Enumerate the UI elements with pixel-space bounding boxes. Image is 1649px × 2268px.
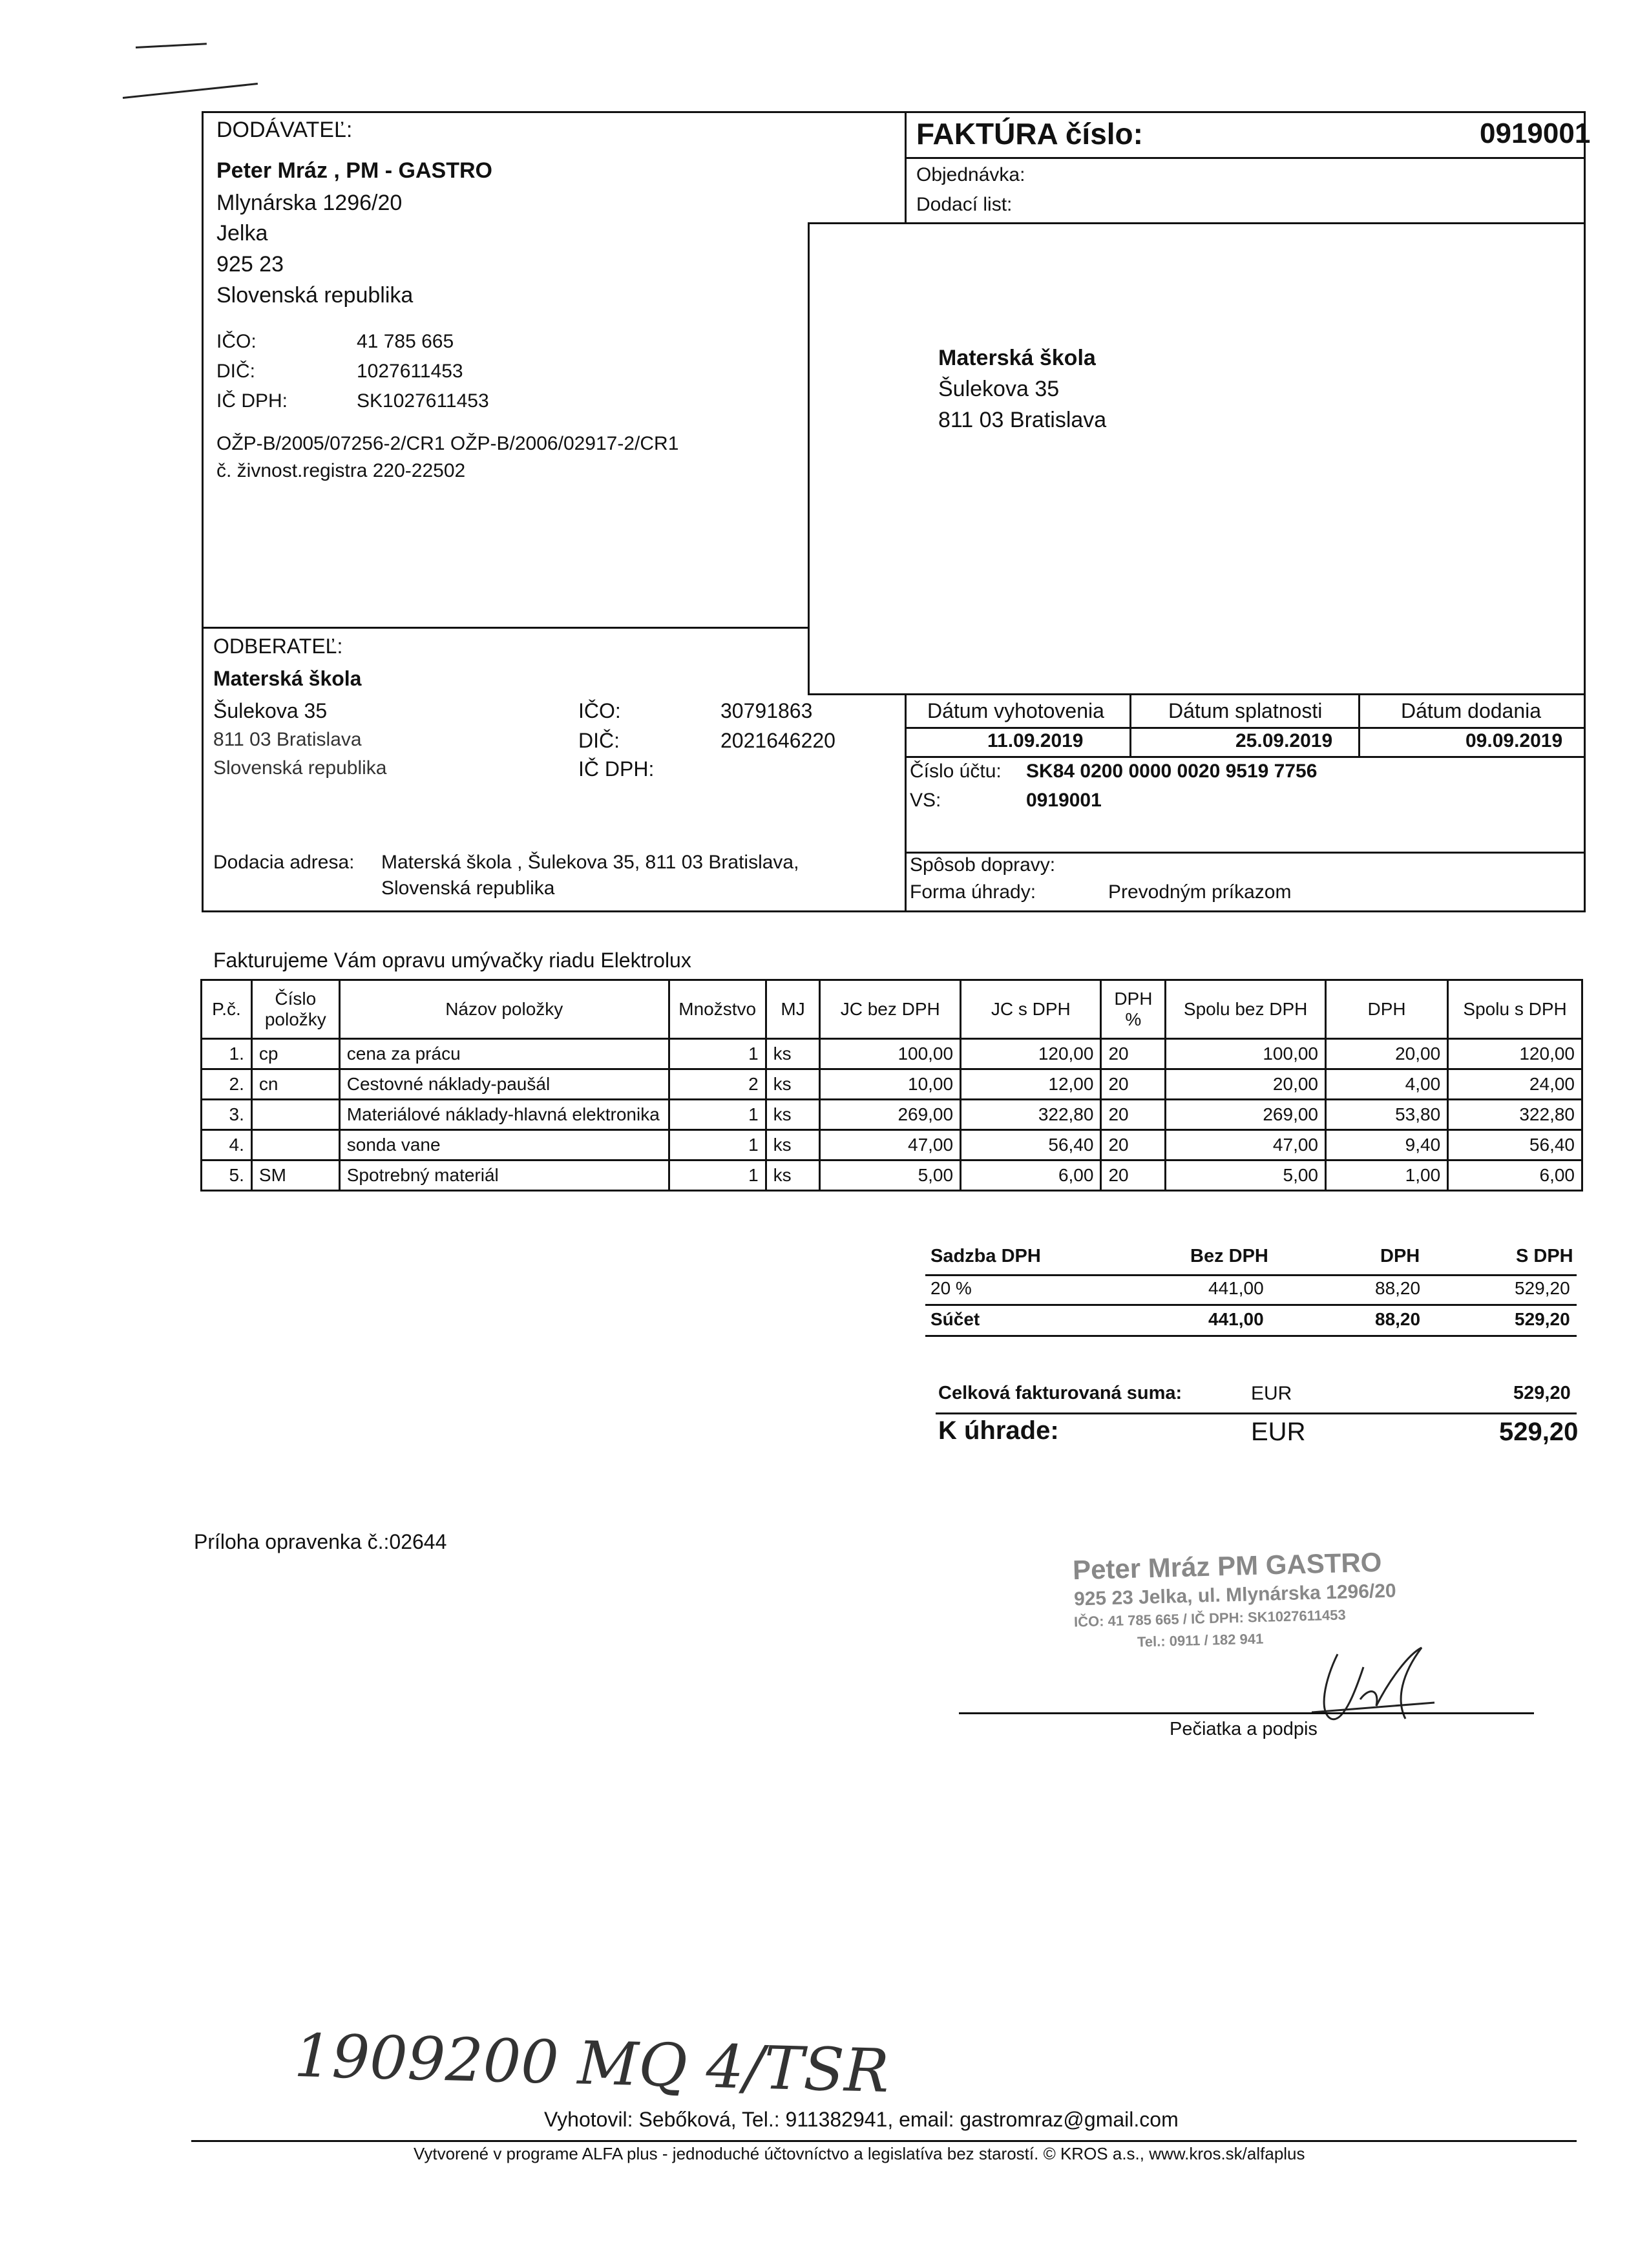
recipient-street: Šulekova 35 (938, 377, 1060, 401)
row-pc: 4. (202, 1130, 252, 1160)
signature-label: Pečiatka a podpis (1170, 1719, 1318, 1739)
vs-label: VS: (910, 790, 941, 811)
vat-sum-base: 441,00 (1208, 1309, 1264, 1329)
issue-date-label: Dátum vyhotovenia (927, 699, 1104, 722)
delivery-address-label: Dodacia adresa: (213, 852, 355, 873)
vat-total-label: S DPH (1516, 1246, 1573, 1266)
supplier-icdph: SK1027611453 (357, 390, 489, 412)
row-vat-pct: 20 (1101, 1160, 1166, 1191)
vat-summary-line (925, 1304, 1577, 1306)
due-date: 25.09.2019 (1235, 730, 1333, 751)
supplier-name: Peter Mráz , PM - GASTRO (216, 158, 492, 183)
scan-mark (136, 43, 207, 48)
payment-form: Prevodným príkazom (1108, 881, 1292, 903)
to-pay-label: K úhrade: (938, 1416, 1059, 1445)
row-total-vat: 24,00 (1448, 1069, 1582, 1100)
vat-sum-label: Súčet (930, 1309, 980, 1329)
row-total: 100,00 (1166, 1039, 1326, 1069)
customer-separator (202, 627, 809, 629)
account-label: Číslo účtu: (910, 761, 1002, 782)
totals-line (936, 1412, 1577, 1414)
dates-col-line (1358, 695, 1360, 756)
vat-row-vat: 88,20 (1375, 1278, 1421, 1298)
issue-date: 11.09.2019 (987, 730, 1084, 751)
row-qty: 1 (669, 1100, 766, 1130)
row-qty: 1 (669, 1039, 766, 1069)
col-vat: DPH (1326, 980, 1448, 1039)
row-code: cp (251, 1039, 339, 1069)
customer-country: Slovenská republika (213, 757, 387, 779)
supplier-dic-label: DIČ: (216, 361, 255, 382)
col-name: Názov položky (339, 980, 669, 1039)
supplier-permits: OŽP-B/2005/07256-2/CR1 OŽP-B/2006/02917-2/CR1 (216, 433, 679, 454)
table-row (202, 1069, 1582, 1100)
row-total: 269,00 (1166, 1100, 1326, 1130)
row-unit-price: 10,00 (820, 1069, 961, 1100)
vat-row-base: 441,00 (1208, 1278, 1264, 1298)
supplier-country: Slovenská republika (216, 283, 414, 308)
row-unit-price: 47,00 (820, 1130, 961, 1160)
customer-city: 811 03 Bratislava (213, 729, 362, 750)
handwritten-note: 1909200 MQ 4/TSR (293, 2021, 890, 2106)
payment-form-label: Forma úhrady: (910, 881, 1036, 903)
row-total-vat: 56,40 (1448, 1130, 1582, 1160)
scan-mark (123, 83, 258, 99)
transport-label: Spôsob dopravy: (910, 854, 1056, 876)
row-code: cn (251, 1069, 339, 1100)
row-name: sonda vane (339, 1130, 669, 1160)
supplier-dic: 1027611453 (357, 361, 463, 382)
footer-software: Vytvorené v programe ALFA plus - jednoduché účtovníctvo a legislatíva bez starostí. © KROS a.s., www.kros.sk/alfaplus (414, 2144, 1305, 2163)
vat-summary-line (925, 1274, 1577, 1276)
row-vat-pct: 20 (1101, 1039, 1166, 1069)
invoice-number: 0919001 (1480, 118, 1591, 149)
right-column-line (905, 159, 907, 224)
row-vat-pct: 20 (1101, 1069, 1166, 1100)
delivery-date-label: Dátum dodania (1401, 699, 1542, 722)
signature-icon (1299, 1641, 1447, 1732)
row-unit: ks (766, 1069, 820, 1100)
col-qty: Množstvo (669, 980, 766, 1039)
account-number: SK84 0200 0000 0020 9519 7756 (1026, 761, 1318, 782)
row-name: Spotrebný materiál (339, 1160, 669, 1191)
col-total: Spolu bez DPH (1166, 980, 1326, 1039)
row-unit-price: 5,00 (820, 1160, 961, 1191)
row-unit: ks (766, 1100, 820, 1130)
dates-col-line (1129, 695, 1131, 756)
delivery-address-line2: Slovenská republika (381, 877, 555, 899)
vat-base-label: Bez DPH (1190, 1246, 1268, 1266)
recipient-city: 811 03 Bratislava (938, 408, 1107, 432)
supplier-city: Jelka (216, 221, 268, 246)
vat-summary-line (925, 1335, 1577, 1337)
payment-bottom-line (905, 852, 1586, 854)
stamp-line: Peter Mráz PM GASTRO (1072, 1546, 1382, 1586)
row-vat-pct: 20 (1101, 1100, 1166, 1130)
invoiced-total-currency: EUR (1251, 1383, 1292, 1404)
stamp-line: IČO: 41 785 665 / IČ DPH: SK1027611453 (1073, 1606, 1346, 1630)
row-unit-price-vat: 12,00 (961, 1069, 1101, 1100)
row-total-vat: 322,80 (1448, 1100, 1582, 1130)
dates-mid-line (905, 727, 1586, 729)
row-code (251, 1100, 339, 1130)
row-qty: 1 (669, 1130, 766, 1160)
col-code-line2: položky (264, 1009, 326, 1029)
table-row (202, 1130, 1582, 1160)
col-unit-price: JC bez DPH (820, 980, 961, 1039)
to-pay-currency: EUR (1251, 1418, 1306, 1446)
col-total-vat: Spolu s DPH (1448, 980, 1582, 1039)
row-unit-price: 100,00 (820, 1039, 961, 1069)
to-pay-amount: 529,20 (1499, 1418, 1579, 1446)
row-vat: 9,40 (1326, 1130, 1448, 1160)
col-code (251, 980, 339, 1039)
row-vat: 1,00 (1326, 1160, 1448, 1191)
customer-icdph-label: IČ DPH: (578, 757, 655, 781)
items-header-row (202, 980, 1582, 1039)
row-unit-price: 269,00 (820, 1100, 961, 1130)
col-unit-price-vat: JC s DPH (961, 980, 1101, 1039)
vat-amount-label: DPH (1380, 1246, 1420, 1266)
row-vat: 20,00 (1326, 1039, 1448, 1069)
vat-rate-label: Sadzba DPH (930, 1246, 1041, 1266)
supplier-street: Mlynárska 1296/20 (216, 191, 403, 215)
order-label: Objednávka: (916, 164, 1025, 185)
vat-row-total: 529,20 (1515, 1278, 1570, 1298)
invoiced-total-label: Celková fakturovaná suma: (938, 1383, 1182, 1403)
row-qty: 2 (669, 1069, 766, 1100)
row-vat: 4,00 (1326, 1069, 1448, 1100)
col-unit: MJ (766, 980, 820, 1039)
row-total-vat: 120,00 (1448, 1039, 1582, 1069)
supplier-ico-label: IČO: (216, 331, 257, 352)
customer-dic-label: DIČ: (578, 729, 620, 752)
table-row (202, 1100, 1582, 1130)
signature-line (959, 1712, 1534, 1714)
row-code: SM (251, 1160, 339, 1191)
row-total-vat: 6,00 (1448, 1160, 1582, 1191)
supplier-ico: 41 785 665 (357, 331, 454, 352)
row-name: Materiálové náklady-hlavná elektronika (339, 1100, 669, 1130)
row-unit: ks (766, 1130, 820, 1160)
dates-bottom-line (905, 756, 1586, 758)
row-name: Cestovné náklady-paušál (339, 1069, 669, 1100)
attachment-note: Príloha opravenka č.:02644 (194, 1530, 447, 1553)
invoice-title: FAKTÚRA číslo: (916, 117, 1143, 151)
due-date-label: Dátum splatnosti (1168, 699, 1323, 722)
customer-heading: ODBERATEĽ: (213, 635, 343, 658)
supplier-zip: 925 23 (216, 252, 284, 277)
delivery-note-label: Dodací list: (916, 194, 1013, 215)
supplier-heading: DODÁVATEĽ: (216, 118, 353, 142)
customer-dic: 2021646220 (720, 729, 835, 752)
customer-ico-label: IČO: (578, 699, 621, 722)
row-unit: ks (766, 1039, 820, 1069)
customer-street: Šulekova 35 (213, 699, 328, 722)
table-row (202, 1039, 1582, 1069)
col-vat-line2: % (1125, 1009, 1142, 1029)
recipient-name: Materská škola (938, 346, 1096, 370)
delivery-date: 09.09.2019 (1465, 730, 1563, 751)
col-vat-line1: DPH (1114, 989, 1153, 1009)
supplier-trade-register: č. živnost.registra 220-22502 (216, 460, 466, 481)
row-vat-pct: 20 (1101, 1130, 1166, 1160)
supplier-icdph-label: IČ DPH: (216, 390, 288, 412)
footer-issued-by: Vyhotovil: Sebőková, Tel.: 911382941, email: gastromraz@gmail.com (544, 2108, 1179, 2131)
invoiced-total-amount: 529,20 (1513, 1383, 1571, 1403)
invoice-intro: Fakturujeme Vám opravu umývačky riadu Elektrolux (213, 949, 691, 972)
row-pc: 5. (202, 1160, 252, 1191)
row-unit-price-vat: 6,00 (961, 1160, 1101, 1191)
customer-name: Materská škola (213, 667, 362, 690)
row-unit-price-vat: 322,80 (961, 1100, 1101, 1130)
row-pc: 1. (202, 1039, 252, 1069)
vat-sum-total: 529,20 (1515, 1309, 1570, 1329)
row-unit: ks (766, 1160, 820, 1191)
col-pc: P.č. (202, 980, 252, 1039)
row-vat: 53,80 (1326, 1100, 1448, 1130)
delivery-address-line1: Materská škola , Šulekova 35, 811 03 Bratislava, (381, 852, 799, 873)
row-pc: 3. (202, 1100, 252, 1130)
row-total: 20,00 (1166, 1069, 1326, 1100)
col-vat-pct (1101, 980, 1166, 1039)
table-row (202, 1160, 1582, 1191)
vat-sum-vat: 88,20 (1375, 1309, 1421, 1329)
items-table (200, 979, 1583, 1192)
vat-row-rate: 20 % (930, 1278, 972, 1298)
row-unit-price-vat: 120,00 (961, 1039, 1101, 1069)
row-total: 47,00 (1166, 1130, 1326, 1160)
row-total: 5,00 (1166, 1160, 1326, 1191)
recipient-box (808, 222, 1586, 695)
stamp-line: 925 23 Jelka, ul. Mlynárska 1296/20 (1073, 1580, 1397, 1610)
stamp-line: Tel.: 0911 / 182 941 (1137, 1630, 1264, 1650)
row-qty: 1 (669, 1160, 766, 1191)
row-pc: 2. (202, 1069, 252, 1100)
row-code (251, 1130, 339, 1160)
vs-number: 0919001 (1026, 790, 1102, 811)
col-code-line1: Číslo (275, 989, 317, 1009)
customer-ico: 30791863 (720, 699, 813, 722)
row-unit-price-vat: 56,40 (961, 1130, 1101, 1160)
footer-line (191, 2140, 1577, 2142)
row-name: cena za prácu (339, 1039, 669, 1069)
